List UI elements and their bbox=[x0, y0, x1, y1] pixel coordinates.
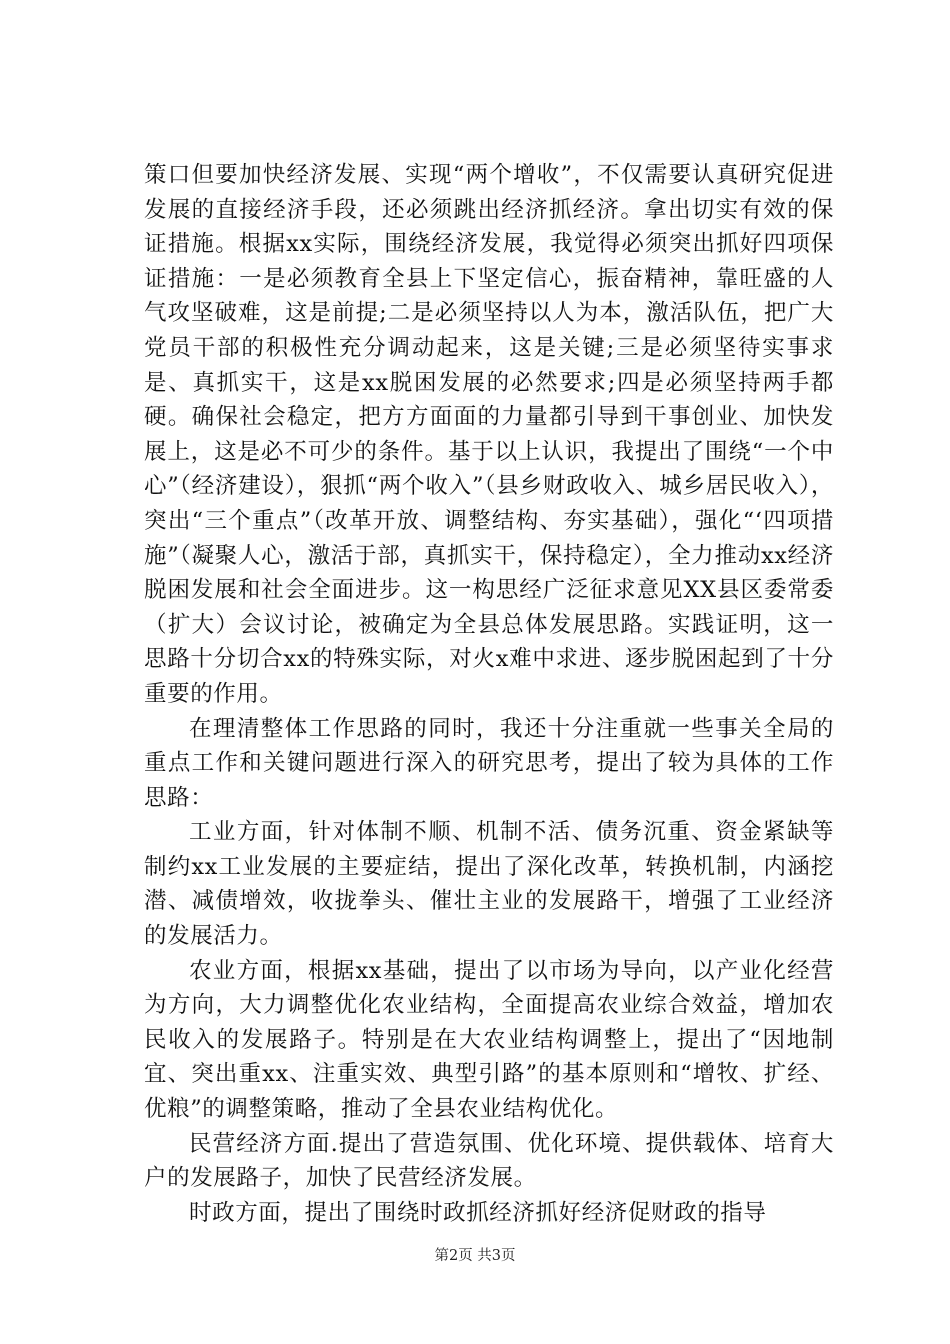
paragraph-finance: 时政方面，提出了围绕时政抓经济抓好经济促财政的指导 bbox=[189, 1199, 767, 1226]
paragraph-industry: 工业方面，针对体制不顺、机制不活、债务沉重、资金紧缺等制约xx工业发展的主要症结，提出了深化改革，转换机制，内涵挖潜、减债增效，收拢拳头、催壮主业的发展路干，增强了工业经济的发展活力。 bbox=[144, 819, 834, 950]
paragraph-private-economy: 民营经济方面.提出了营造氛围、优化环境、提供载体、培育大户的发展路子，加快了民营经济发展。 bbox=[144, 1130, 834, 1192]
paragraph-2: 在理清整体工作思路的同时，我还十分注重就一些事关全局的重点工作和关键问题进行深入的研究思考，提出了较为具体的工作思路： bbox=[144, 715, 834, 811]
paragraph-1: 策口但要加快经济发展、实现“两个增收”，不仅需要认真研究促进发展的直接经济手段，还必须跳出经济抓经济。拿出切实有效的保证措施。根据xx实际，围绕经济发展，我觉得必须突出抓好四项保证措施：一是必须教育全县上下坚定信心，振奋精神，靠旺盛的人气攻坚破难，这是前提;二是必须坚持以人为本，激活队伍，把广大党员干部的积极性充分调动起来，这是关键;三是必须坚待实事求是、真抓实干，这是xx脱困发展的必然要求;四是必须坚持两手都硬。确保社会稳定，把方方面面的力量都引导到干事创业、加快发展上，这是必不可少的条件。基于以上认识，我提出了围绕“一个中心”（经济建设），狠抓“两个收入”（县乡财政收入、城乡居民收入），突出“三个重点”（改革开放、调整结构、夯实基础），强化“‘四项措施”（凝聚人心，激活于部，真抓实干，保持稳定），全力推动xx经济脱困发展和社会全面进步。这一构思经广泛征求意见XX县区委常委（扩大）会议讨论，被确定为全县总体发展思路。实践证明，这一思路十分切合xx的特殊实际，对火x难中求进、逐步脱困起到了十分重要的作用。 bbox=[144, 162, 834, 707]
page-footer: 第2页 共3页 bbox=[434, 1248, 516, 1264]
document-body bbox=[144, 158, 834, 1230]
paragraph-agriculture: 农业方面，根据xx基础，提出了以市场为导向，以产业化经营为方向，大力调整优化农业结构，全面提高农业综合效益，增加农民收入的发展路子。特别是在大农业结构调整上，提出了“因地制宜、突出重xx、注重实效、典型引路”的基本原则和“增牧、扩经、优粮”的调整策略，推动了全县农业结构优化。 bbox=[144, 957, 834, 1123]
